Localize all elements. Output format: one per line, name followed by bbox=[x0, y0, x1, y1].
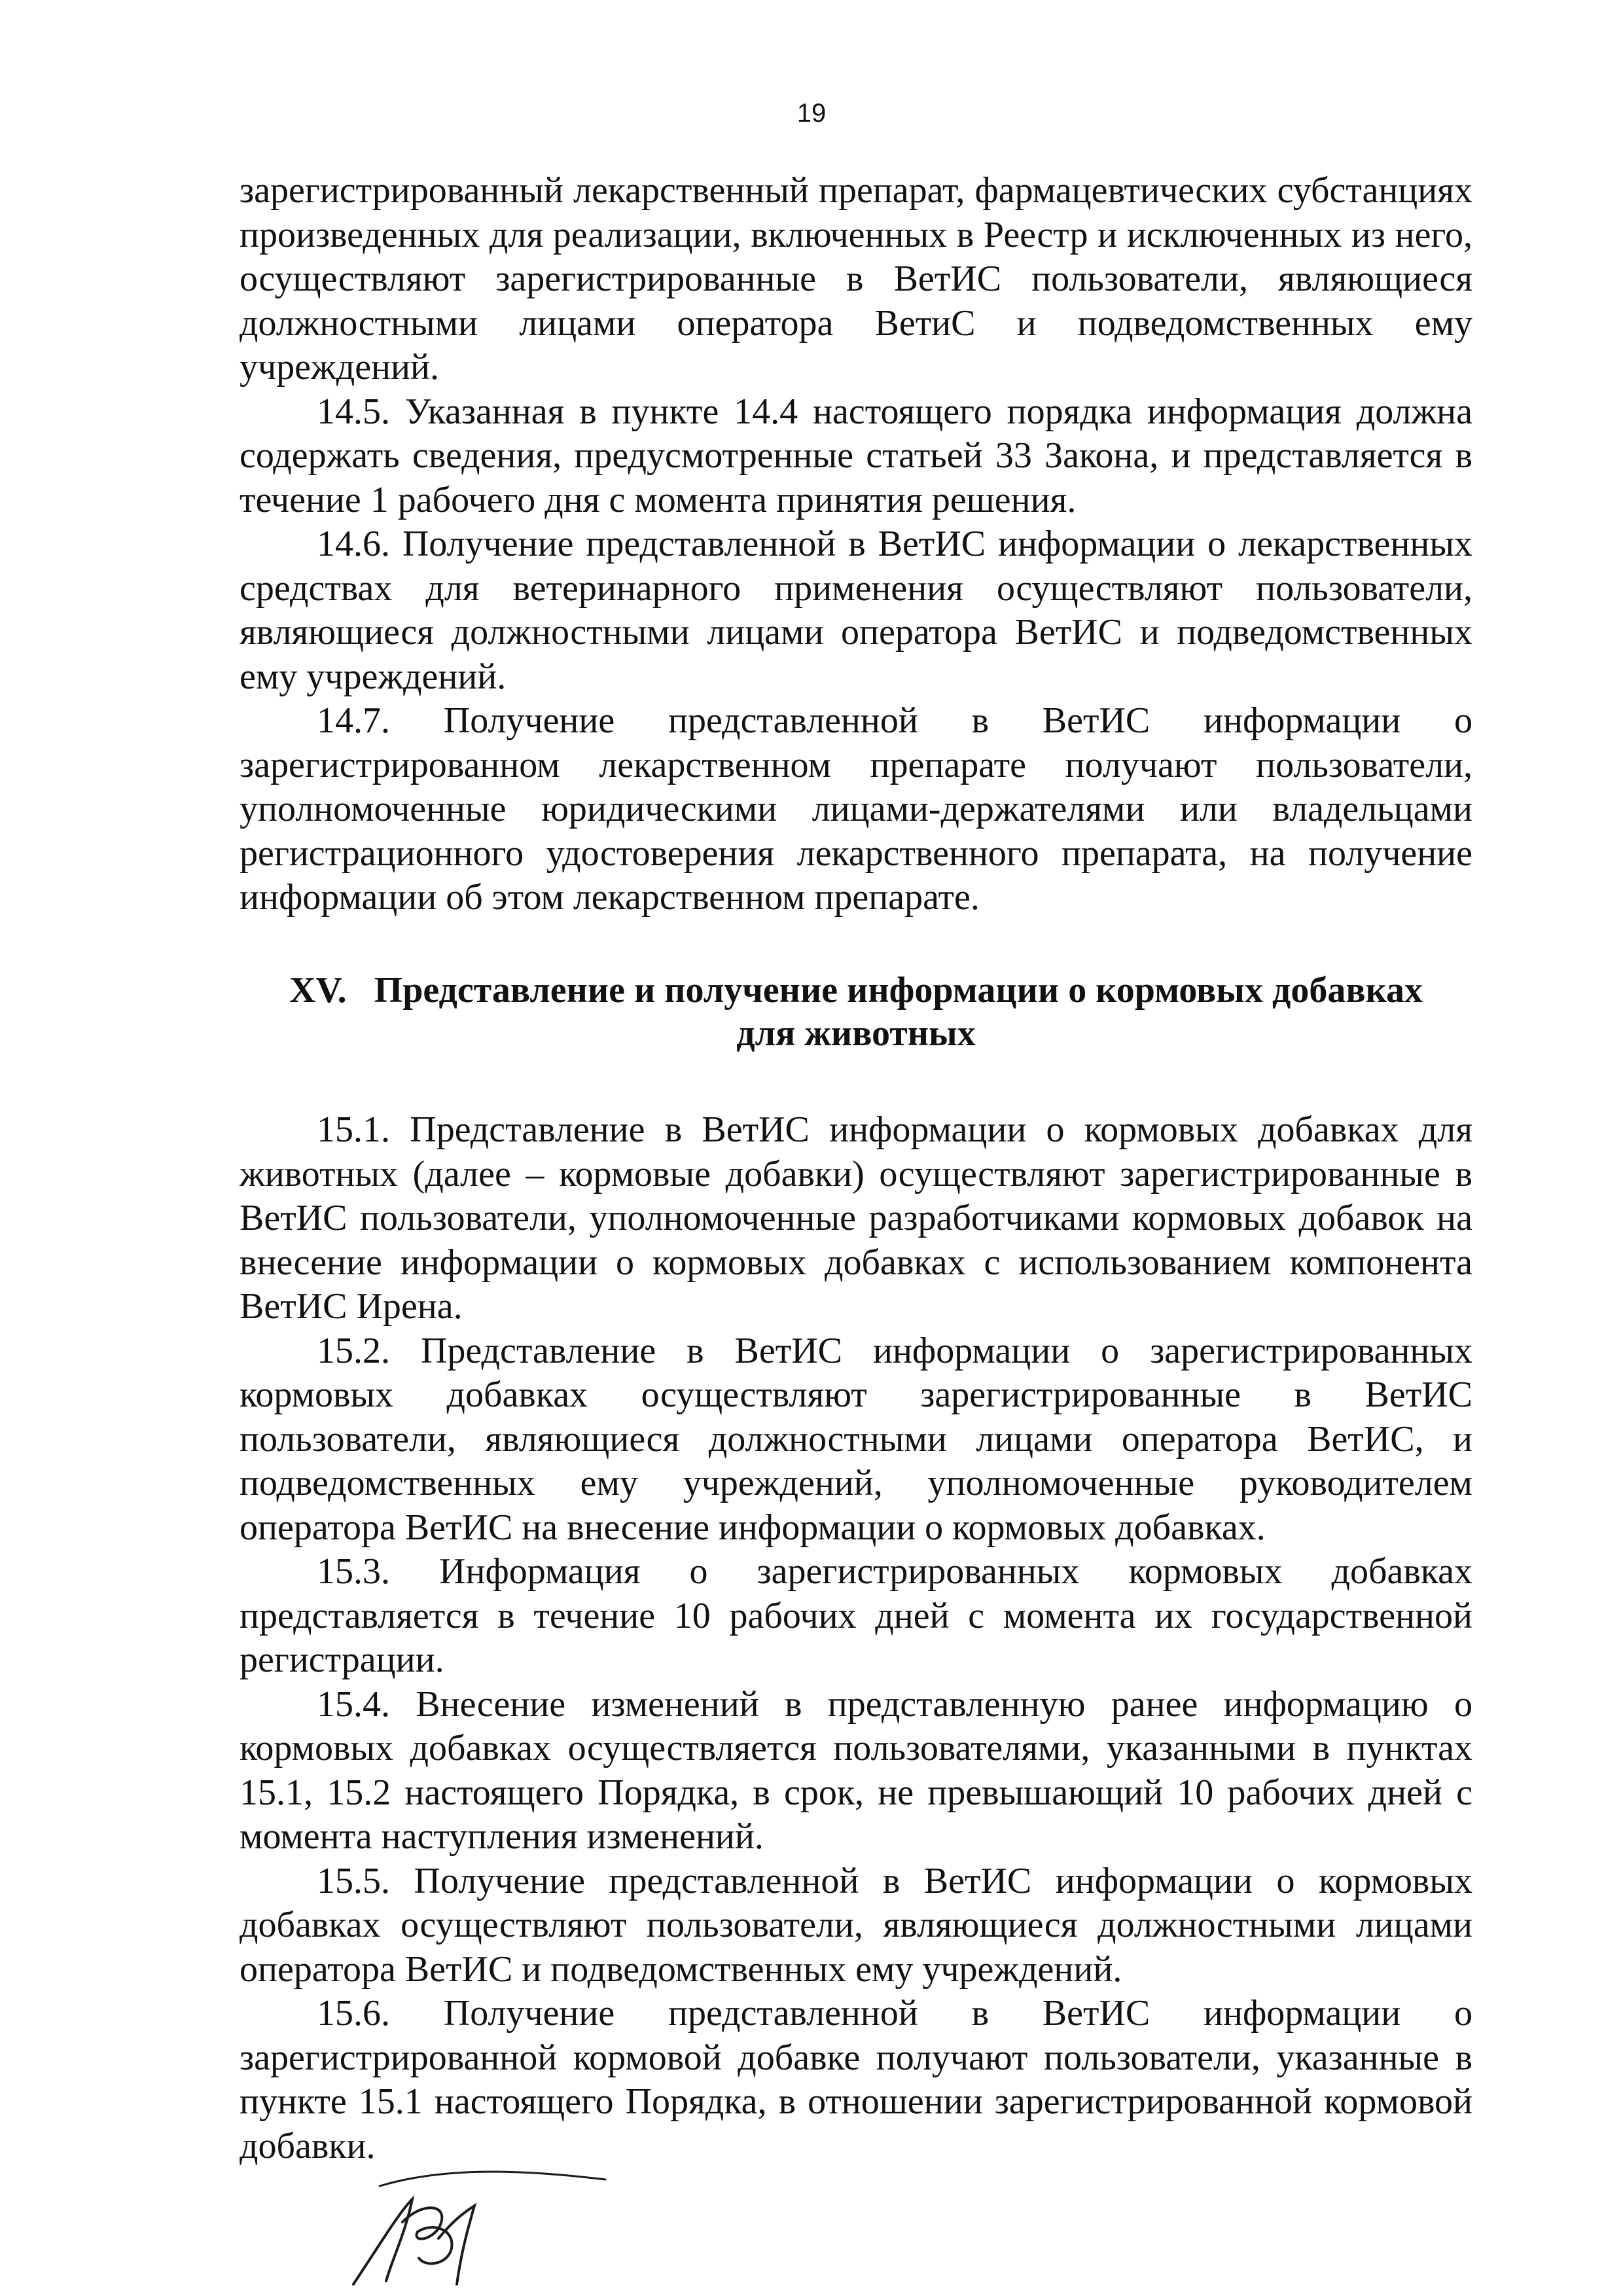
signature-stroke-loop bbox=[402, 2208, 452, 2263]
section-heading-line-1: XV. Представление и получение информации о кормовых добавках bbox=[289, 970, 1423, 1011]
signature-stroke-tail bbox=[438, 2206, 474, 2284]
signature-stroke-main bbox=[353, 2199, 412, 2284]
paragraph-15-4: 15.4. Внесение изменений в представленную ранее информацию о кормовых добавках осуществляется пользователями, указанными в пунктах 15.1, 15.2 настоящего Порядка, в срок, не превышающий 10 рабочих дней с момента наступления изменений. bbox=[240, 1683, 1472, 1857]
paragraph-14-7: 14.7. Получение представленной в ВетИС информации о зарегистрированном лекарственном препарате получают пользователи, уполномоченные юридическими лицами-держателями или владельцами регистрационного удостоверения лекарственного препарата, на получение информации об этом лекарственном препарате. bbox=[240, 700, 1472, 918]
handwritten-signature bbox=[340, 2160, 615, 2291]
body-text-before-section bbox=[240, 169, 1472, 920]
page-number: 19 bbox=[796, 99, 827, 128]
paragraph-15-6: 15.6. Получение представленной в ВетИС информации о зарегистрированной кормовой добавке получают пользователи, указанные в пункте 15.1 настоящего Порядка, в отношении зарегистрированной кормовой добавки. bbox=[240, 1993, 1472, 2166]
paragraph-15-1: 15.1. Представление в ВетИС информации о кормовых добавках для животных (далее – кормовые добавки) осуществляют зарегистрированные в ВетИС пользователи, уполномоченные разработчиками кормовых добавок на внесение информации о кормовых добавках с использованием компонента ВетИС Ирена. bbox=[240, 1109, 1472, 1327]
paragraph-15-5: 15.5. Получение представленной в ВетИС информации о кормовых добавках осуществляют пользователи, являющиеся должностными лицами оператора ВетИС и подведомственных ему учреждений. bbox=[240, 1860, 1472, 1990]
body-text-section-15 bbox=[240, 1108, 1472, 2168]
paragraph-14-4-continuation: зарегистрированный лекарственный препарат, фармацевтических субстанциях произведенных для реализации, включенных в Реестр и исключенных из него, осуществляют зарегистрированные в ВетИС пользователи, являющиеся должностными лицами оператора ВетиС и подведомственных ему учреждений. bbox=[240, 170, 1472, 387]
paragraph-15-3: 15.3. Информация о зарегистрированных кормовых добавках представляется в течение 10 рабочих дней с момента их государственной регистрации. bbox=[240, 1551, 1472, 1680]
signature-stroke-flourish bbox=[380, 2172, 605, 2186]
section-heading bbox=[240, 969, 1472, 1055]
paragraph-14-6: 14.6. Получение представленной в ВетИС информации о лекарственных средствах для ветеринарного применения осуществляют пользователи, являющиеся должностными лицами оператора ВетИС и подведомственных ему учреждений. bbox=[240, 524, 1472, 697]
paragraph-14-5: 14.5. Указанная в пункте 14.4 настоящего порядка информация должна содержать сведения, предусмотренные статьей 33 Закона, и представляется в течение 1 рабочего дня с момента принятия решения. bbox=[240, 391, 1472, 520]
section-heading-line-2: для животных bbox=[736, 1013, 976, 1054]
paragraph-15-2: 15.2. Представление в ВетИС информации о зарегистрированных кормовых добавках осуществляют зарегистрированные в ВетИС пользователи, являющиеся должностными лицами оператора ВетИС, и подведомственных ему учреждений, уполномоченные руководителем оператора ВетИС на внесение информации о кормовых добавках. bbox=[240, 1330, 1472, 1548]
